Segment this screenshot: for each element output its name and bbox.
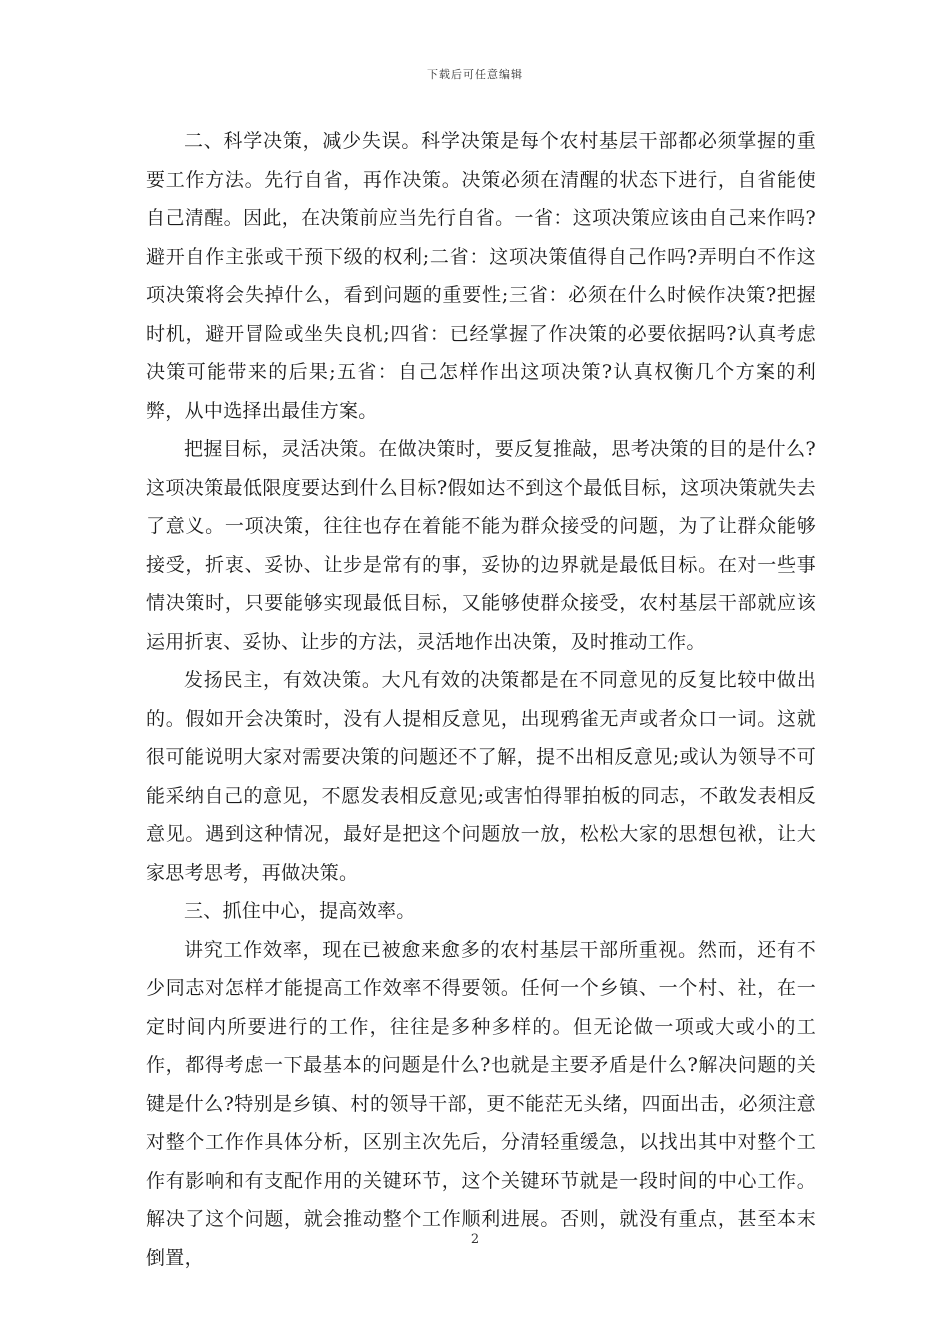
- paragraph-work-efficiency: 讲究工作效率，现在已被愈来愈多的农村基层干部所重视。然而，还有不少同志对怎样才能提高工作效率不得要领。任何一个乡镇、一个村、社，在一定时间内所要进行的工作，往往是多种多样的。但无论做一项或大或小的工作，都得考虑一下最基本的问题是什么?也就是主要矛盾是什么?解决问题的关键是什么?特别是乡镇、村的领导干部，更不能茫无头绪，四面出击，必须注意对整个工作作具体分析，区别主次先后，分清轻重缓急，以找出其中对整个工作有影响和有支配作用的关键环节，这个关键环节就是一段时间的中心工作。解决了这个问题，就会推动整个工作顺利进展。否则，就没有重点，甚至本末倒置，: [146, 938, 816, 1269]
- paragraph-scientific-decision: 二、科学决策，减少失误。科学决策是每个农村基层干部都必须掌握的重要工作方法。先行自省，再作决策。决策必须在清醒的状态下进行，自省能使自己清醒。因此，在决策前应当先行自省。一省：这项决策应该由自己来作吗?避开自作主张或干预下级的权利;二省：这项决策值得自己作吗?弄明白不作这项决策将会失掉什么，看到问题的重要性;三省：必须在什么时候作决策?把握时机，避开冒险或坐失良机;四省：已经掌握了作决策的必要依据吗?认真考虑决策可能带来的后果;五省：自己怎样作出这项决策?认真权衡几个方案的利弊，从中选择出最佳方案。: [146, 130, 816, 422]
- page-header-note: 下载后可任意编辑: [427, 68, 523, 81]
- page-number: 2: [470, 1232, 480, 1247]
- paragraph-grasp-goal: 把握目标，灵活决策。在做决策时，要反复推敲，思考决策的目的是什么?这项决策最低限度要达到什么目标?假如达不到这个最低目标，这项决策就失去了意义。一项决策，往往也存在着能不能为群众接受的问题，为了让群众能够接受，折衷、妥协、让步是常有的事，妥协的边界就是最低目标。在对一些事情决策时，只要能够实现最低目标，又能够使群众接受，农村基层干部就应该运用折衷、妥协、让步的方法，灵活地作出决策，及时推动工作。: [146, 438, 816, 653]
- paragraph-promote-democracy: 发扬民主，有效决策。大凡有效的决策都是在不同意见的反复比较中做出的。假如开会决策时，没有人提相反意见，出现鸦雀无声或者众口一词。这就很可能说明大家对需要决策的问题还不了解，提不出相反意见;或认为领导不可能采纳自己的意见，不愿发表相反意见;或害怕得罪拍板的同志，不敢发表相反意见。遇到这种情况，最好是把这个问题放一放，松松大家的思想包袱，让大家思考思考，再做决策。: [146, 669, 816, 884]
- section-heading-focus-center: 三、抓住中心，提高效率。: [184, 900, 416, 922]
- document-body: [146, 122, 816, 1277]
